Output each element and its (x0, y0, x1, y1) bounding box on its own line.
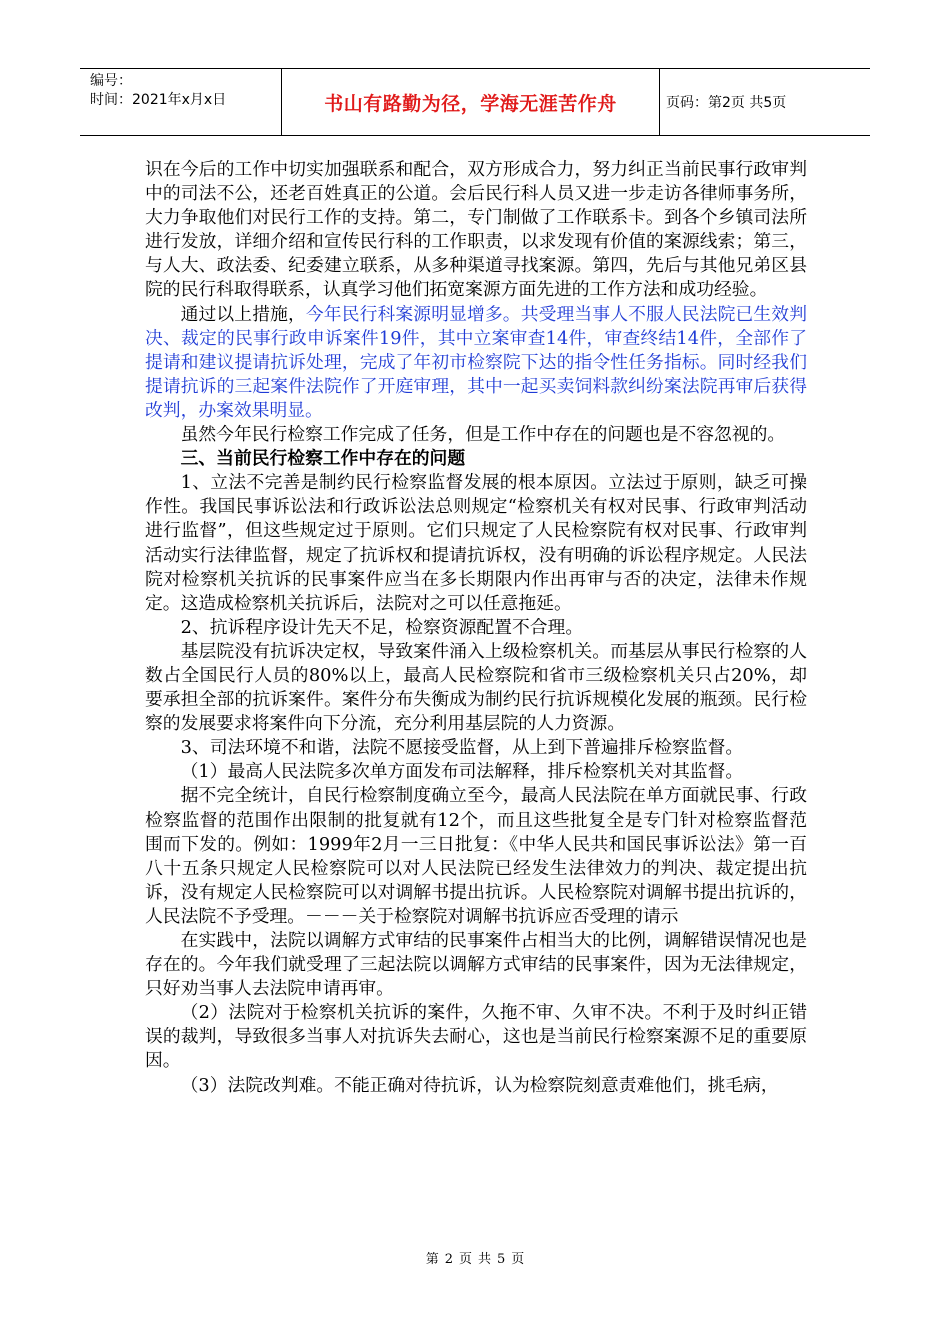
page-footer (0, 1248, 950, 1267)
paragraph: （2）法院对于检察机关抗诉的案件，久拖不审、久审不决。不利于及时纠正错误的裁判，导致很多当事人对抗诉失去耐心，这也是当前民行检察案源不足的重要原因。 (145, 1002, 807, 1072)
paragraph: 识在今后的工作中切实加强联系和配合，双方形成合力，努力纠正当前民事行政审判中的司法不公，还老百姓真正的公道。会后民行科人员又进一步走访各律师事务所，大力争取他们对民行工作的支持。第二，专门制做了工作联系卡。到各个乡镇司法所进行发放，详细介绍和宣传民行科的工作职责，以求发现有价值的案源线索；第三，与人大、政法委、纪委建立联系，从多种渠道寻找案源。第四，先后与其他兄弟区县院的民行科取得联系，认真学习他们拓宽案源方面先进的工作方法和成功经验。 (145, 159, 807, 301)
document-body (145, 158, 807, 1098)
document-number-label: 编号： (90, 73, 132, 89)
paragraph: 1、立法不完善是制约民行检察监督发展的根本原因。立法过于原则，缺乏可操作性。我国民事诉讼法和行政诉讼法总则规定“检察机关有权对民事、行政审判活动进行监督”，但这些规定过于原则。它们只规定了人民检察院有权对民事、行政审判活动实行法律监督，规定了抗诉权和提请抗诉权，没有明确的诉讼程序规定。人民法院对检察机关抗诉的民事案件应当在多长期限内作出再审与否的决定，法律未作规定。这造成检察机关抗诉后，法院对之可以任意拖延。 (145, 472, 807, 614)
paragraph: 2、抗诉程序设计先天不足，检察资源配置不合理。 (180, 616, 584, 638)
header-meta (80, 69, 282, 135)
header-motto: 书山有路勤为径，学海无涯苦作舟 (324, 92, 617, 115)
section-heading: 三、当前民行检察工作中存在的问题 (180, 448, 466, 470)
footer-suffix: 页 (511, 1252, 525, 1267)
paragraph-highlighted (145, 303, 807, 423)
page-header (80, 68, 870, 136)
footer-total-pages: 5 (497, 1252, 506, 1267)
footer-prefix: 第 (425, 1252, 439, 1267)
paragraph: 3、司法环境不和谐，法院不愿接受监督，从上到下普遍排斥检察监督。 (180, 737, 744, 759)
paragraph: （3）法院改判难。不能正确对待抗诉，认为检察院刻意责难他们，挑毛病， (180, 1074, 779, 1096)
footer-mid2: 共 (478, 1252, 492, 1267)
paragraph: 基层院没有抗诉决定权，导致案件涌入上级检察机关。而基层从事民行检察的人数占全国民行人员的80%以上，最高人民检察院和省市三级检察机关只占20%，却要承担全部的抗诉案件。案件分布失衡成为制约民行抗诉规模化发展的瓶颈。民行检察的发展要求将案件向下分流，充分利用基层院的人力资源。 (145, 640, 807, 735)
paragraph: 在实践中，法院以调解方式审结的民事案件占相当大的比例，调解错误情况也是存在的。今年我们就受理了三起法院以调解方式审结的民事案件，因为无法律规定，只好劝当事人去法院申请再审。 (145, 930, 807, 1000)
paragraph: 据不完全统计，自民行检察制度确立至今，最高人民法院在单方面就民事、行政检察监督的范围作出限制的批复就有12个，而且这些批复全是专门针对检察监督范围而下发的。例如：1999年2月一三日批复：《中华人民共和国民事诉讼法》第一百八十五条只规定人民检察院可以对人民法院已经发生法律效力的判决、裁定提出抗诉，没有规定人民检察院可以对调解书提出抗诉。人民检察院对调解书提出抗诉的，人民法院不予受理。－－－关于检察院对调解书抗诉应否受理的请示 (145, 785, 807, 927)
footer-mid1: 页 (458, 1252, 472, 1267)
header-motto-cell (282, 69, 660, 135)
footer-current-page: 2 (444, 1252, 453, 1267)
document-time-label: 时间：2021年x月x日 (90, 92, 227, 108)
paragraph-lead: 通过以上措施， (180, 303, 306, 325)
header-page-code: 页码：第2页 共5页 (666, 95, 787, 111)
highlighted-text: 今年民行科案源明显增多。共受理当事人不服人民法院已生效判决、裁定的民事行政申诉案件19件，其中立案审查14件，审查终结14件，全部作了提请和建议提请抗诉处理，完成了年初市检察院下达的指令性任务指标。同时经我们提请抗诉的三起案件法院作了开庭审理，其中一起买卖饲料款纠纷案法院再审后获得改判，办案效果明显。 (145, 303, 807, 421)
paragraph: （1）最高人民法院多次单方面发布司法解释，排斥检察机关对其监督。 (180, 761, 744, 783)
paragraph: 虽然今年民行检察工作完成了任务，但是工作中存在的问题也是不容忽视的。 (180, 424, 786, 446)
header-page-code-cell (660, 69, 870, 135)
